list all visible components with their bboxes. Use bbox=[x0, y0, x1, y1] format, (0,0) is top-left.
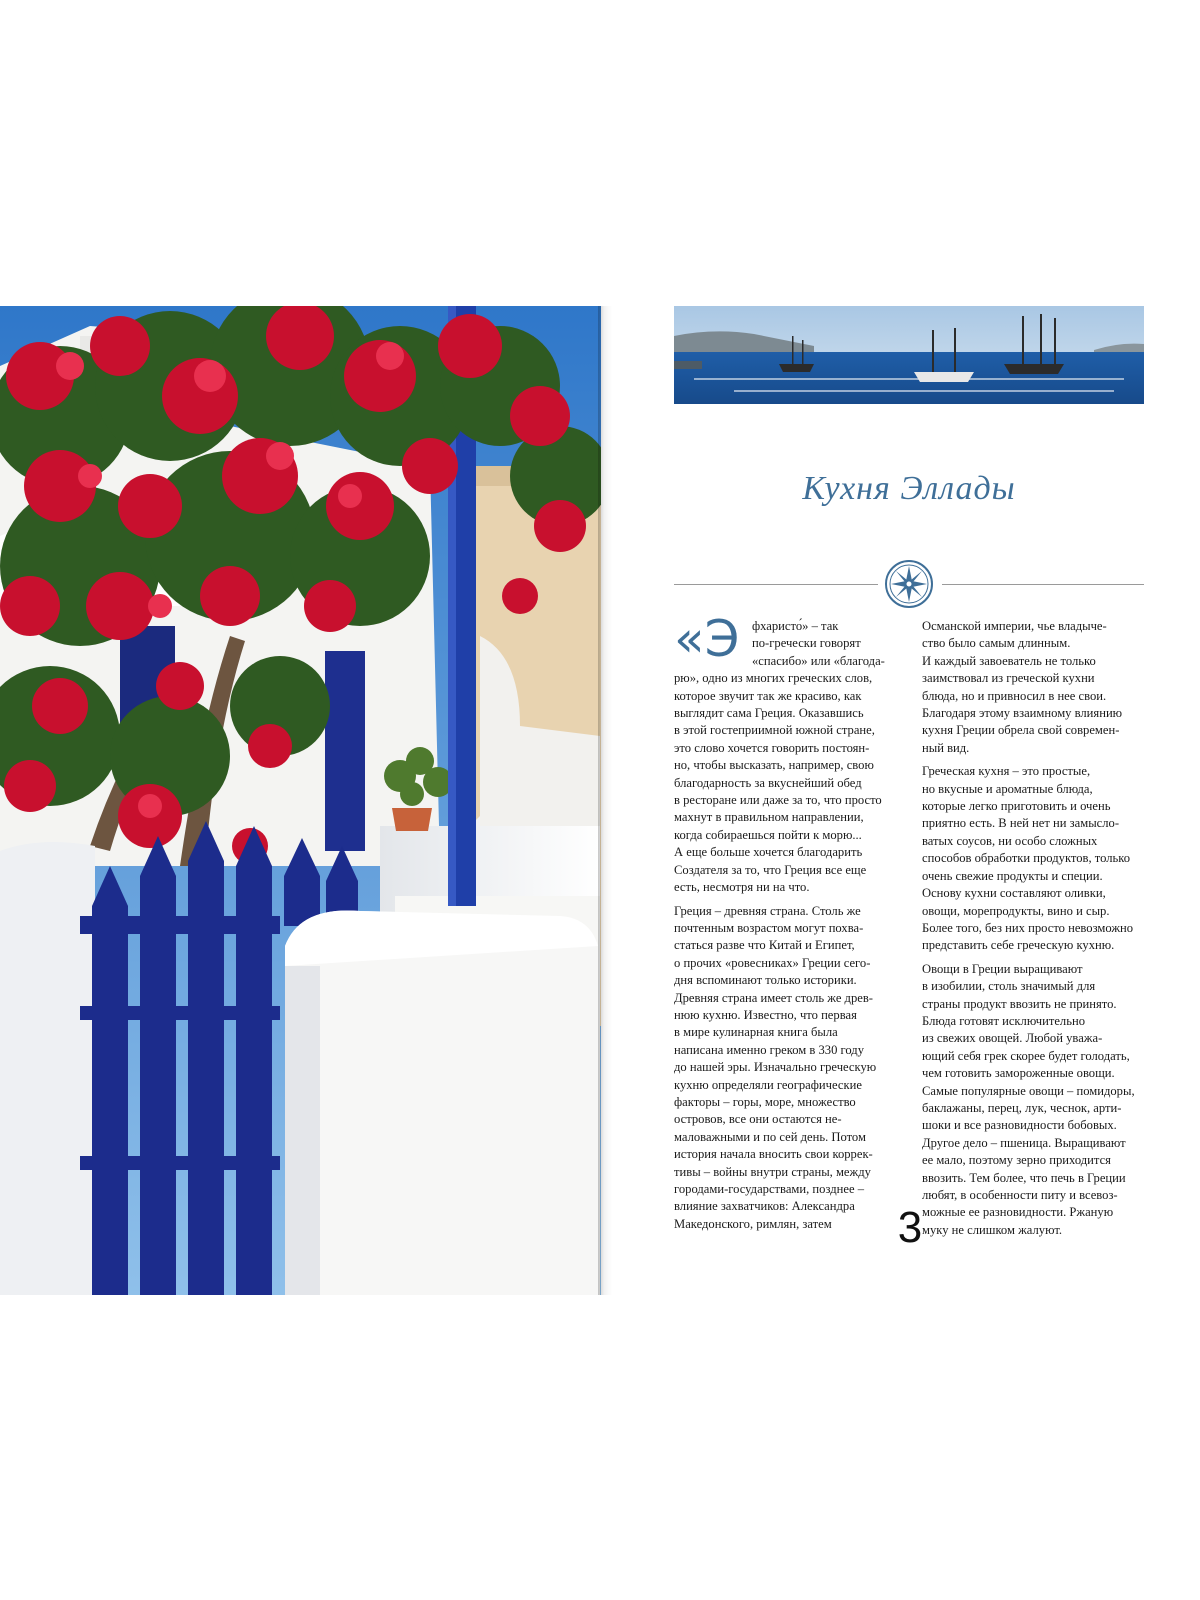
text-line: ее мало, поэтому зерно приходится bbox=[922, 1153, 1111, 1168]
text-line: любят, в особенности питу и всевоз- bbox=[922, 1188, 1118, 1202]
page-number: 3 bbox=[897, 1203, 923, 1252]
paragraph-2 bbox=[674, 903, 902, 1234]
text-line: маловажными и по сей день. Потом bbox=[674, 1129, 866, 1144]
text-line: блюда, но и привносил в нее свои. bbox=[922, 688, 1107, 703]
text-line: островов, все они остаются не- bbox=[674, 1112, 842, 1127]
text-line: факторы – горы, море, множество bbox=[674, 1094, 856, 1109]
text-line: Овощи в Греции выращивают bbox=[922, 961, 1083, 976]
text-line: Создателя за то, что Греция все еще bbox=[674, 862, 867, 877]
text-line: И каждый завоеватель не только bbox=[922, 653, 1096, 668]
text-line: городами-государствами, позднее – bbox=[674, 1182, 864, 1196]
text-line: шоки и все разновидности бобовых. bbox=[922, 1118, 1117, 1133]
paragraph-5 bbox=[922, 961, 1148, 1240]
text-line: кухню определяли географические bbox=[674, 1077, 862, 1092]
text-line: по-гречески говорят bbox=[752, 636, 861, 651]
text-column-1 bbox=[674, 610, 902, 1239]
text-line: в мире кулинарная книга была bbox=[674, 1025, 838, 1040]
paragraph-3 bbox=[922, 618, 1148, 757]
text-line: из свежих овощей. Любой уважа- bbox=[922, 1031, 1103, 1046]
text-line: до нашей эры. Изначально греческую bbox=[674, 1060, 877, 1075]
text-line: «спасибо» или «благода- bbox=[752, 653, 885, 668]
text-line: благодарность за вкуснейший обед bbox=[674, 775, 862, 790]
text-line: можные ее разновидности. Ржаную bbox=[922, 1205, 1114, 1220]
text-line: статься разве что Китай и Египет, bbox=[674, 938, 855, 953]
drop-cap: «Э bbox=[674, 610, 740, 668]
text-line: Греция – древняя страна. Столь же bbox=[674, 903, 861, 918]
text-line: баклажаны, перец, лук, чеснок, арти- bbox=[922, 1100, 1122, 1115]
text-line: ный вид. bbox=[922, 740, 970, 755]
text-line: Османской империи, чье владыче- bbox=[922, 619, 1107, 633]
text-line: Греческая кухня – это простые, bbox=[922, 764, 1091, 779]
text-line: это слово хочется говорить постоян- bbox=[674, 740, 870, 755]
divider-right bbox=[942, 584, 1144, 585]
text-line: способов обработки продуктов, только bbox=[922, 851, 1131, 866]
text-line: но вкусные и ароматные блюда, bbox=[922, 781, 1093, 796]
text-line: о прочих «ровесниках» Греции сего- bbox=[674, 955, 871, 970]
text-line: есть, несмотря ни на что. bbox=[674, 880, 810, 895]
text-line: когда собираешься пойти к морю... bbox=[674, 827, 862, 842]
paragraph-4 bbox=[922, 763, 1148, 954]
text-line: очень свежие продукты и специи. bbox=[922, 868, 1103, 883]
text-line: заимствовал из греческой кухни bbox=[922, 671, 1095, 686]
text-line: но, чтобы высказать, например, свою bbox=[674, 758, 874, 773]
text-line: страны продукт ввозить не принято. bbox=[922, 996, 1117, 1011]
text-line: история начала вносить свои коррек- bbox=[674, 1147, 873, 1162]
text-line: в ресторане или даже за то, что просто bbox=[674, 793, 882, 808]
text-line: рю», одно из многих греческих слов, bbox=[674, 671, 873, 686]
text-line: Древняя страна имеет столь же древ- bbox=[674, 990, 873, 1005]
text-line: в изобилии, столь значимый для bbox=[922, 979, 1096, 994]
text-line: в этой гостеприимной южной стране, bbox=[674, 723, 875, 738]
text-line: приятно есть. В ней нет ни замысло- bbox=[922, 816, 1120, 831]
text-line: почтенным возрастом могут похва- bbox=[674, 920, 864, 935]
text-line: написана именно греком в 330 году bbox=[674, 1042, 865, 1057]
divider-left bbox=[674, 584, 878, 585]
text-line: которые легко приготовить и очень bbox=[922, 799, 1111, 814]
santorini-photo bbox=[0, 306, 601, 1295]
text-line: овощи, морепродукты, вино и сыр. bbox=[922, 903, 1110, 918]
text-line: Благодаря этому взаимному влиянию bbox=[922, 706, 1123, 721]
page-fold-shadow bbox=[598, 306, 612, 1295]
text-line: Основу кухни составляют оливки, bbox=[922, 886, 1106, 901]
text-line: махнут в правильном направлении, bbox=[674, 810, 864, 825]
text-column-2 bbox=[922, 618, 1148, 1245]
text-line: Самые популярные овощи – помидоры, bbox=[922, 1083, 1135, 1098]
page-title: Кухня Эллады bbox=[802, 470, 1016, 507]
sea-ships-photo bbox=[674, 306, 1144, 404]
text-line: Блюда готовят исключительно bbox=[922, 1013, 1085, 1028]
text-line: ватых соусов, ни особо сложных bbox=[922, 833, 1098, 848]
text-line: Македонского, римлян, затем bbox=[674, 1216, 832, 1231]
text-line: представить себе греческую кухню. bbox=[922, 938, 1115, 953]
text-line: чем готовить замороженные овощи. bbox=[922, 1066, 1115, 1081]
text-line: ющий себя грек скорее будет голодать, bbox=[922, 1048, 1130, 1063]
text-line: дня вспоминают только историки. bbox=[674, 973, 857, 988]
text-line: Другое дело – пшеница. Выращивают bbox=[922, 1135, 1126, 1150]
text-line: фхаристо́» – так bbox=[752, 619, 839, 633]
text-line: которое звучит так же красиво, как bbox=[674, 688, 862, 703]
text-line: выглядит сама Греция. Оказавшись bbox=[674, 706, 864, 721]
text-line: нюю кухню. Известно, что первая bbox=[674, 1007, 857, 1022]
text-line: муку не слишком жалуют. bbox=[922, 1222, 1063, 1237]
text-line: влияние захватчиков: Александра bbox=[674, 1199, 855, 1214]
text-line: А еще больше хочется благодарить bbox=[674, 845, 863, 860]
text-line: Более того, без них просто невозможно bbox=[922, 920, 1134, 935]
text-line: кухня Греции обрела свой современ- bbox=[922, 723, 1120, 738]
text-line: ство было самым длинным. bbox=[922, 636, 1071, 651]
text-line: ввозить. Тем более, что печь в Греции bbox=[922, 1170, 1126, 1185]
compass-rose-icon bbox=[884, 559, 934, 609]
text-line: тивы – войны внутри страны, между bbox=[674, 1164, 871, 1179]
